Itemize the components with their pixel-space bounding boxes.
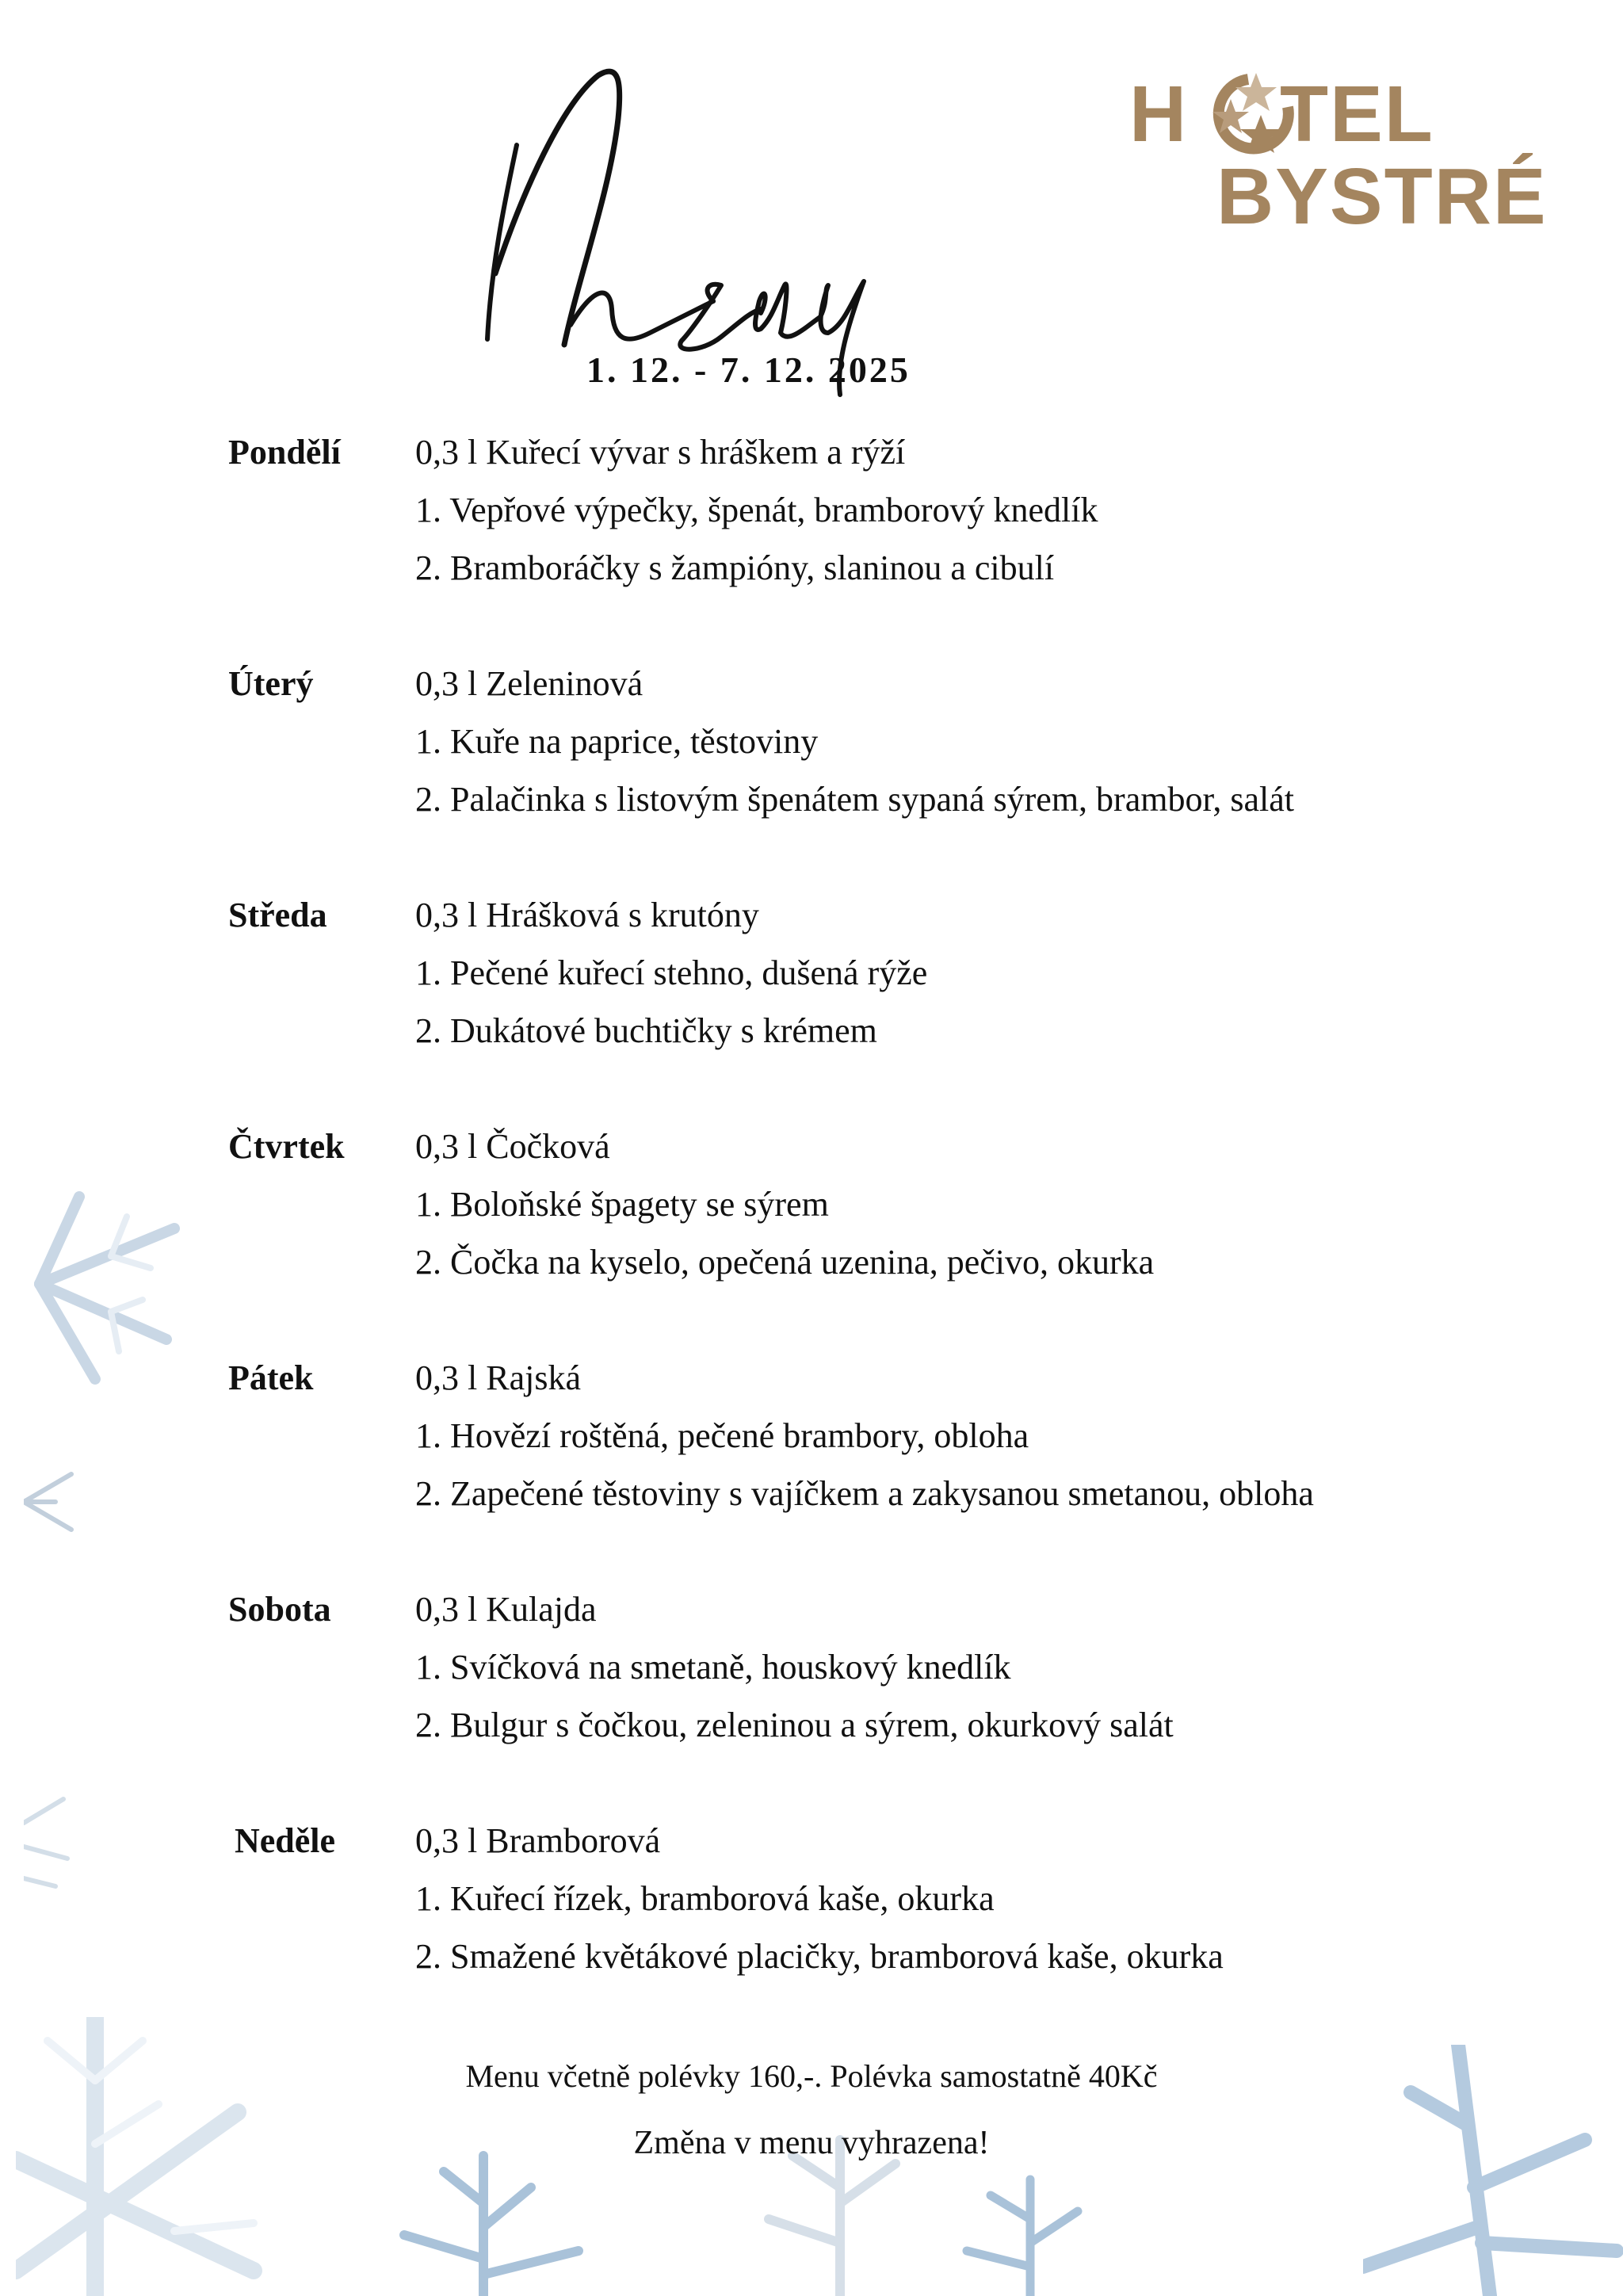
soup-item: 0,3 l Bramborová (415, 1821, 661, 1860)
main-dish-1: 1. Pečené kuřecí stehno, dušená rýže (415, 953, 928, 992)
date-range: 1. 12. - 7. 12. 2025 (586, 350, 911, 390)
day-name: Pondělí (228, 433, 341, 472)
logo-line-bystre: BYSTRÉ (1216, 152, 1548, 241)
snowflake-bottom-center-left-icon (372, 2140, 610, 2296)
price-note-text: Menu včetně polévky 160,-. Polévka samostatně 40Kč (465, 2058, 1158, 2094)
day-row-wednesday (0, 895, 1623, 1126)
main-dish-1: 1. Boloňské špagety se sýrem (415, 1185, 829, 1224)
soup-item: 0,3 l Rajská (415, 1358, 581, 1397)
day-name: Pátek (228, 1358, 314, 1397)
soup-item: 0,3 l Čočková (415, 1127, 610, 1166)
main-dish-2: 2. Čočka na kyselo, opečená uzenina, pečivo, okurka (415, 1243, 1155, 1282)
day-name: Středa (228, 896, 327, 934)
main-dish-2: 2. Smažené květákové placičky, bramborová kaše, okurka (415, 1937, 1224, 1976)
main-dish-1: 1. Kuře na paprice, těstoviny (415, 722, 819, 761)
hotel-logo (1129, 63, 1573, 241)
day-name: Čtvrtek (228, 1127, 345, 1166)
price-note (0, 2057, 1623, 2095)
logo-h: H (1129, 70, 1189, 159)
day-name: Sobota (228, 1590, 331, 1629)
day-row-thursday (0, 1126, 1623, 1358)
main-dish-1: 1. Vepřové výpečky, špenát, bramborový knedlík (415, 491, 1098, 529)
day-name: Neděle (235, 1821, 336, 1860)
day-name: Úterý (228, 664, 314, 703)
main-dish-1: 1. Svíčková na smetaně, houskový knedlík (415, 1648, 1011, 1687)
soup-item: 0,3 l Kulajda (415, 1590, 597, 1629)
main-dish-2: 2. Zapečené těstoviny s vajíčkem a zakysanou smetanou, obloha (415, 1474, 1314, 1513)
soup-item: 0,3 l Hrášková s krutóny (415, 896, 759, 934)
day-row-tuesday (0, 663, 1623, 895)
day-row-sunday (0, 1820, 1623, 2052)
main-dish-2: 2. Bramboráčky s žampióny, slaninou a cibulí (415, 548, 1055, 587)
day-row-saturday (0, 1589, 1623, 1820)
day-row-friday (0, 1358, 1623, 1589)
main-dish-1: 1. Kuřecí řízek, bramborová kaše, okurka (415, 1879, 995, 1918)
main-dish-1: 1. Hovězí roštěná, pečené brambory, obloha (415, 1416, 1029, 1455)
disclaimer: Změna v menu vyhrazena! (633, 2125, 990, 2161)
soup-item: 0,3 l Zeleninová (415, 664, 643, 703)
logo-line-hotel (1129, 70, 1434, 159)
soup-item: 0,3 l Kuřecí vývar s hráškem a rýží (415, 433, 906, 472)
logo-tel: TEL (1280, 70, 1434, 159)
main-dish-2: 2. Dukátové buchtičky s krémem (415, 1011, 877, 1050)
main-dish-2: 2. Palačinka s listovým špenátem sypaná sýrem, brambor, salát (415, 780, 1294, 819)
snowflake-bottom-center-right-icon (951, 2164, 1109, 2296)
main-dish-2: 2. Bulgur s čočkou, zeleninou a sýrem, okurkový salát (415, 1706, 1174, 1744)
day-row-monday (0, 432, 1623, 663)
weekly-menu (0, 432, 1623, 2052)
